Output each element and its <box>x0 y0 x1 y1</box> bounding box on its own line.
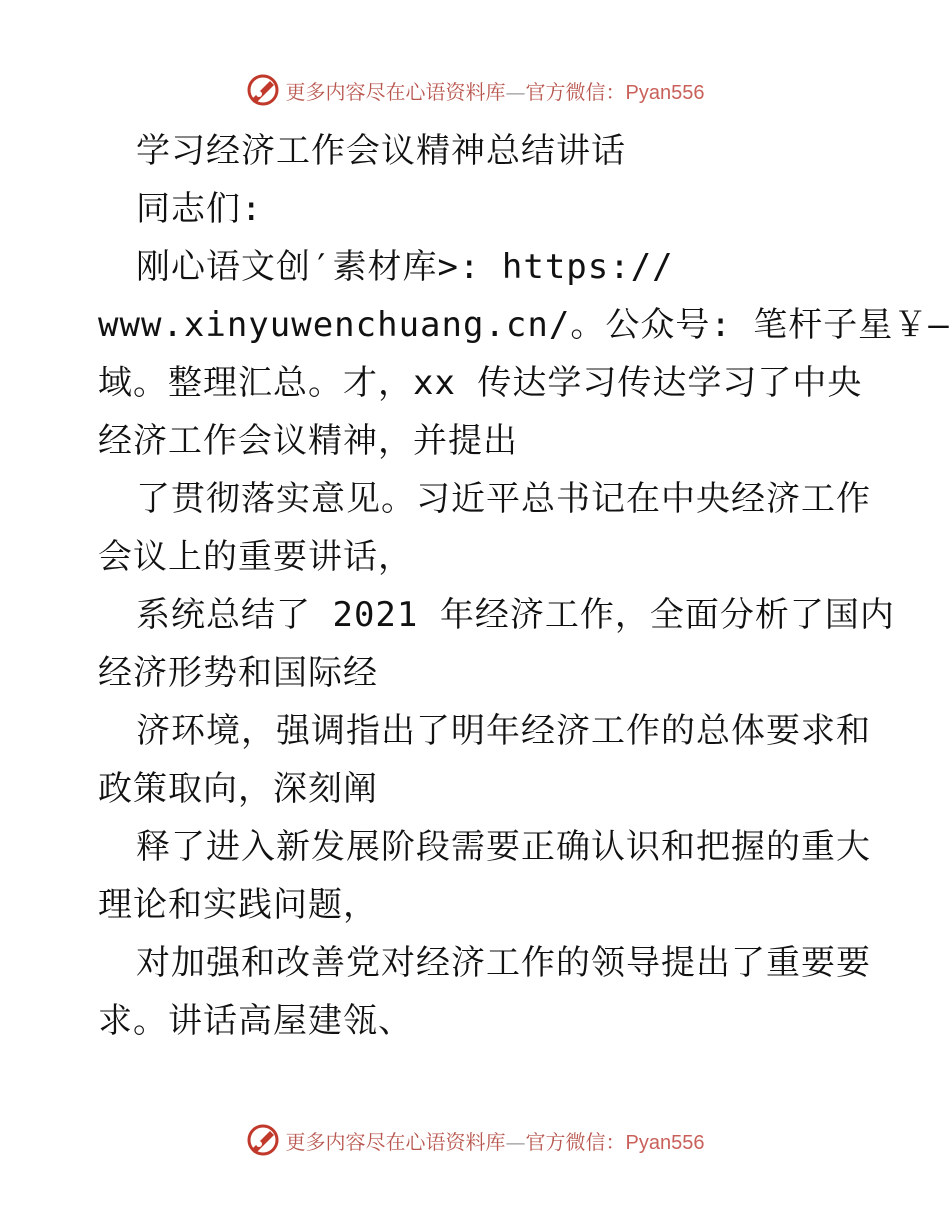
salutation: 同志们: <box>136 189 263 229</box>
footer-banner <box>0 1120 950 1160</box>
paragraph-line: 释了进入新发展阶段需要正确认识和把握的重大 <box>136 827 871 867</box>
paragraph-line: 了贯彻落实意见。习近平总书记在中央经济工作 <box>136 479 871 519</box>
header-banner <box>0 70 950 110</box>
brand-logo-icon <box>246 1123 280 1157</box>
banner-site-text: 更多内容尽在心语资料库 <box>285 1129 506 1154</box>
paragraph-line: 域。整理汇总。才，xx 传达学习传达学习了中央 <box>98 363 863 403</box>
paragraph-line: 政策取向，深刻阐 <box>98 769 378 809</box>
paragraph-line: 求。讲话高屋建瓴、 <box>98 1001 413 1041</box>
paragraph-line: 刚心语文创′素材库>: https:// <box>136 247 674 287</box>
document-body <box>98 122 950 1050</box>
banner-site-text: 更多内容尽在心语资料库 <box>285 79 506 104</box>
banner-text <box>286 76 705 105</box>
banner-text <box>286 1126 705 1155</box>
paragraph-line: 理论和实践问题， <box>98 885 378 925</box>
paragraph-line: 济环境，强调指出了明年经济工作的总体要求和 <box>136 711 871 751</box>
banner-separator: — <box>505 1129 526 1154</box>
document-title: 学习经济工作会议精神总结讲话 <box>136 131 626 171</box>
paragraph-line: 系统总结了 2021 年经济工作，全面分析了国内 <box>136 595 895 635</box>
paragraph-line: 经济形势和国际经 <box>98 653 378 693</box>
banner-wechat-id: Pyan556 <box>625 1131 705 1154</box>
banner-wechat-label: 官方微信： <box>525 79 626 104</box>
paragraph-line: 经济工作会议精神，并提出 <box>98 421 518 461</box>
banner-wechat-label: 官方微信： <box>525 1129 626 1154</box>
paragraph-line: 对加强和改善党对经济工作的领导提出了重要要 <box>136 943 871 983</box>
banner-separator: — <box>505 79 526 104</box>
banner-wechat-id: Pyan556 <box>625 81 705 104</box>
brand-logo-icon <box>246 73 280 107</box>
paragraph-line: www.xinyuwenchuang.cn/。公众号: 笔杆子星￥— <box>98 305 950 345</box>
paragraph-line: 会议上的重要讲话， <box>98 537 413 577</box>
